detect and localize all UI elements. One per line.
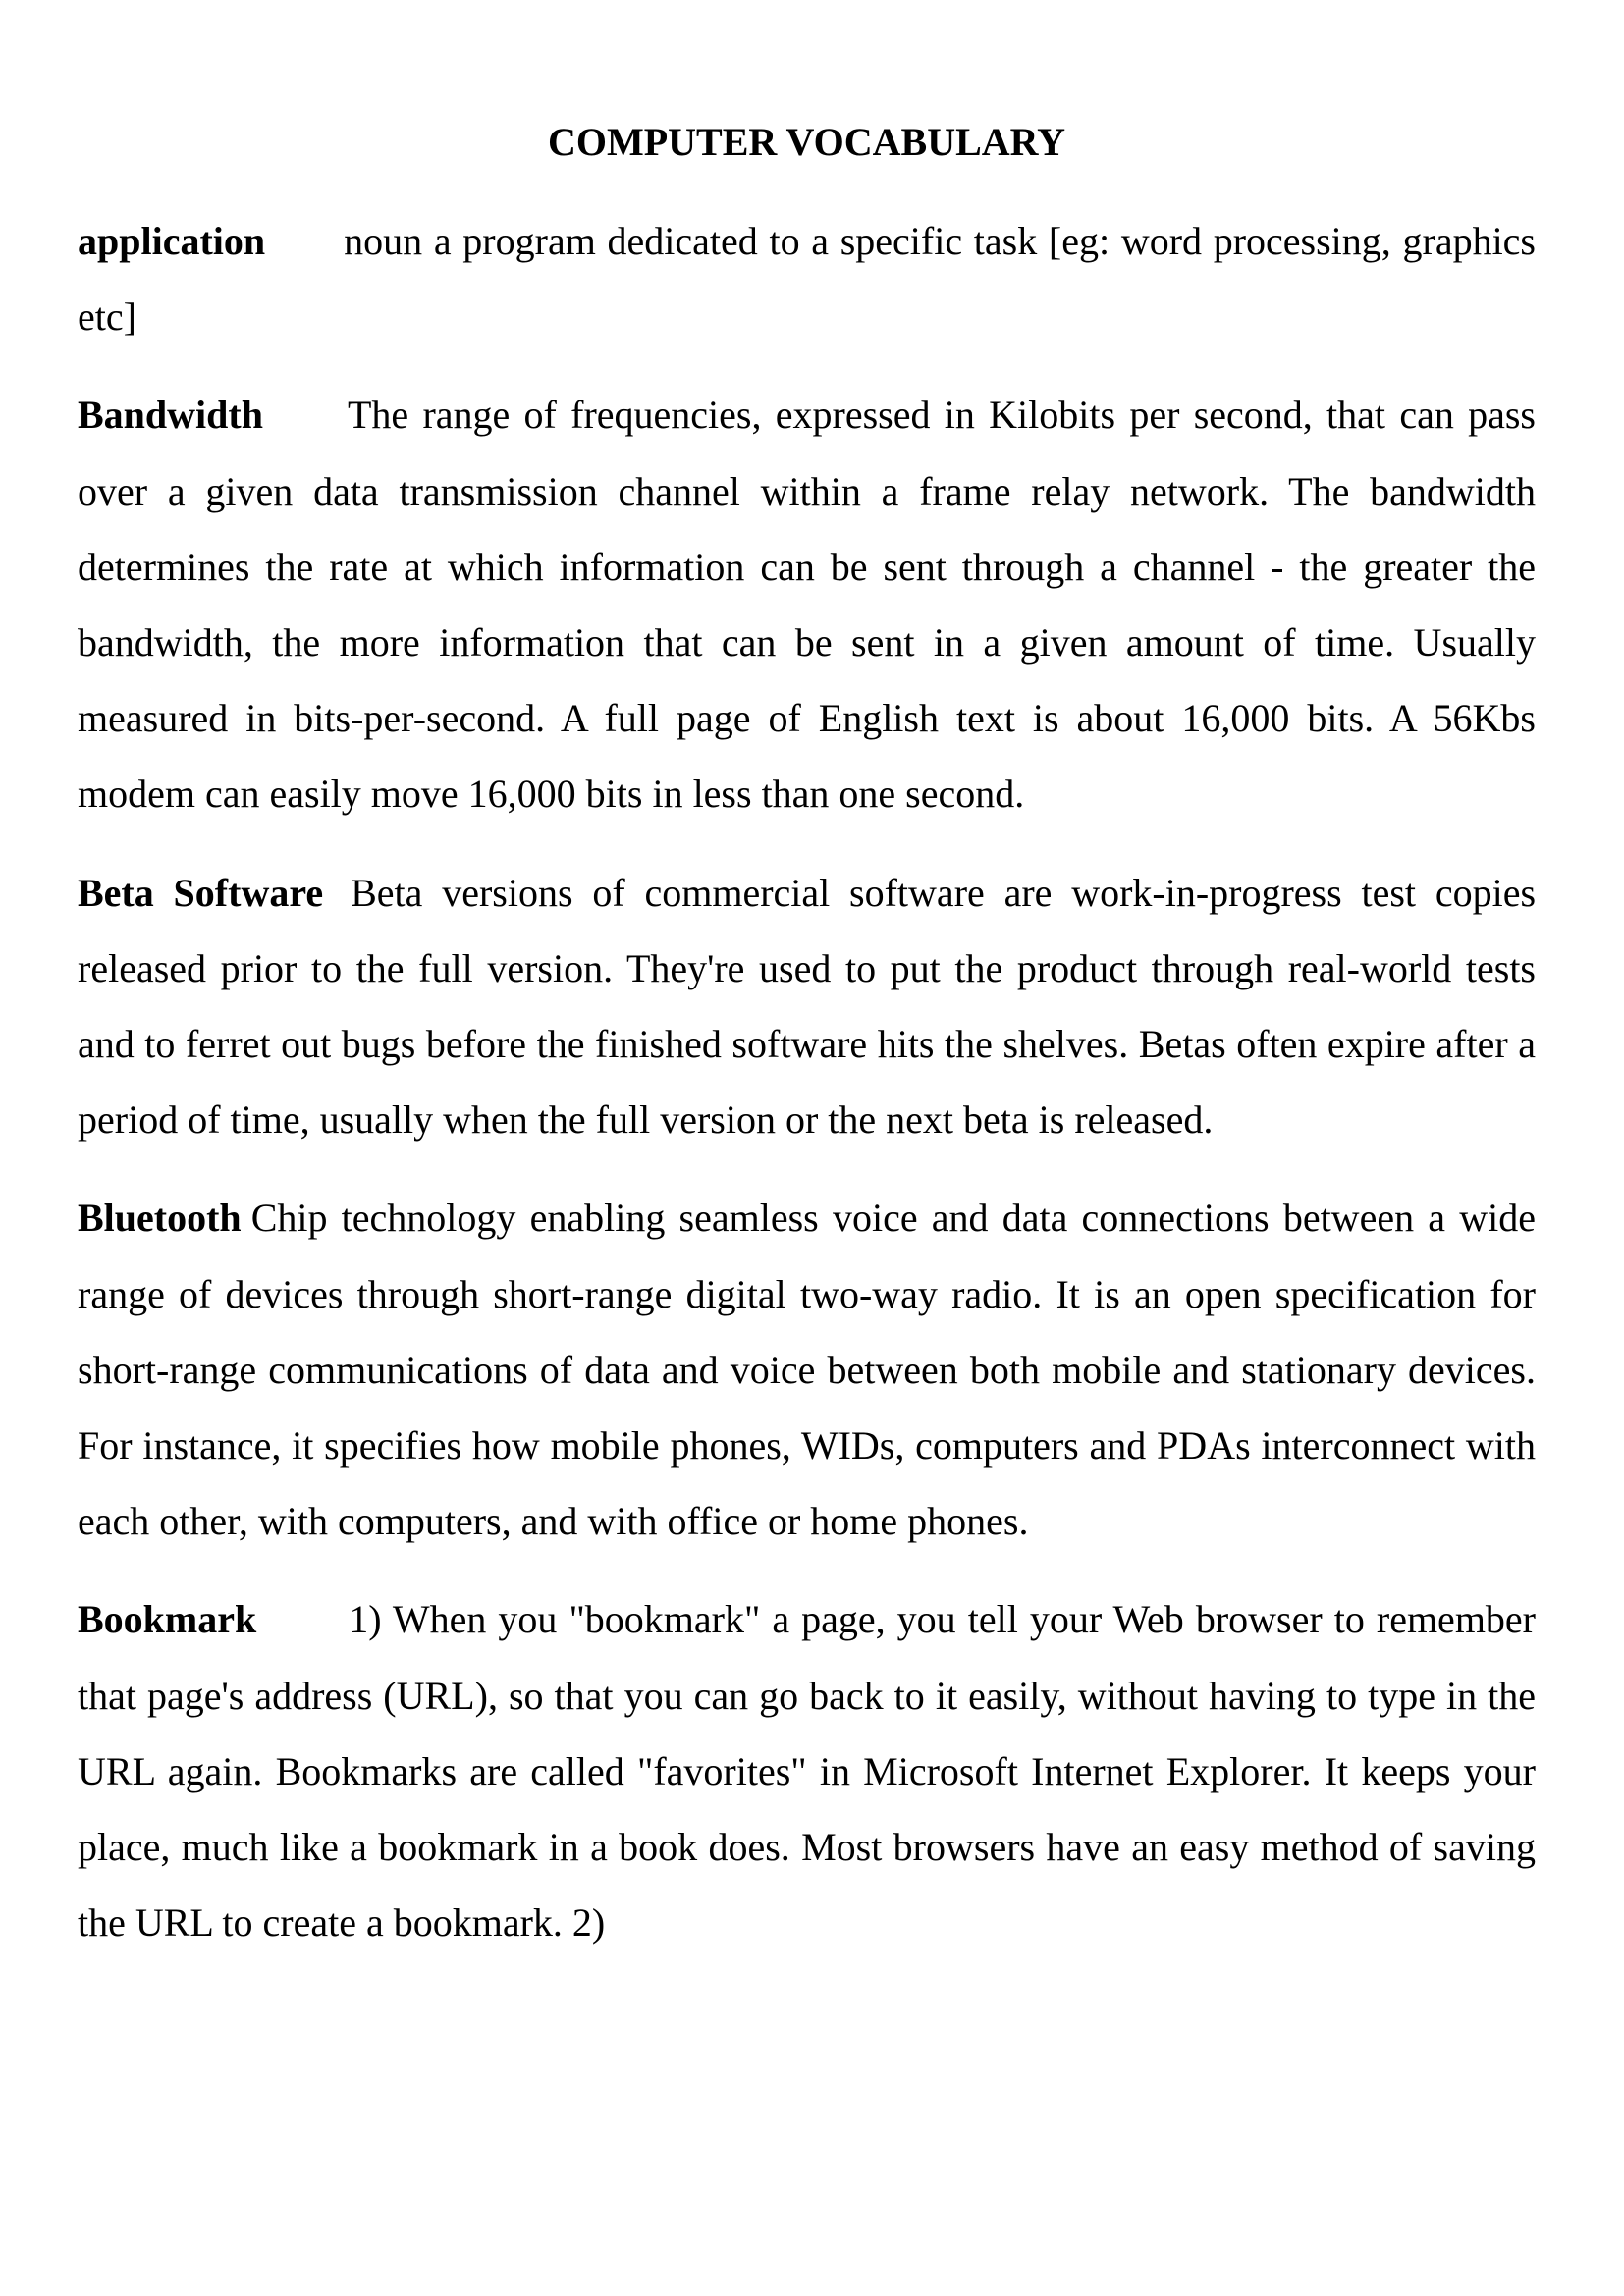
glossary-entry-beta-software xyxy=(78,855,1536,1158)
entry-definition: Beta versions of commercial software are work-in-progress test copies released prior to the full version. They're used to put the product through real-world tests and to ferret out bugs before the finished software hits the shelves. Betas often expire after a period of time, usually when the full version or the next beta is released. xyxy=(78,870,1537,1143)
glossary-entry-application xyxy=(78,203,1536,354)
entry-term: Bandwidth xyxy=(78,393,263,438)
entry-term: Beta Software xyxy=(78,870,324,915)
entry-term: application xyxy=(78,219,266,263)
document-page xyxy=(78,113,1536,1983)
entry-term: Bookmark xyxy=(78,1597,257,1642)
entry-definition: Chip technology enabling seamless voice and data connections between a wide range of devices through short-range digital two-way radio. It is an open specification for short-range communications of data and voice between both mobile and stationary devices. For instance, it specifies how mobile phones, WIDs, computers and PDAs interconnect with each other, with computers, and with office or home phones. xyxy=(78,1196,1536,1544)
glossary-entry-bandwidth xyxy=(78,377,1536,831)
document-title: COMPUTER VOCABULARY xyxy=(547,120,1066,164)
entry-definition: The range of frequencies, expressed in Kilobits per second, that can pass over a given data transmission channel within a frame relay network. The bandwidth determines the rate at which information can be sent through a channel - the greater the bandwidth, the more information that can be sent in a given amount of time. Usually measured in bits-per-second. A full page of English text is about 16,000 bits. A 56Kbs modem can easily move 16,000 bits in less than one second. xyxy=(78,393,1536,817)
entry-term: Bluetooth xyxy=(78,1196,242,1241)
entry-definition: noun a program dedicated to a specific task [eg: word processing, graphics etc] xyxy=(78,219,1536,340)
glossary-entry-bookmark xyxy=(78,1581,1536,1960)
entry-definition: 1) When you "bookmark" a page, you tell your Web browser to remember that page's address (URL), so that you can go back to it easily, without having to type in the URL again. Bookmarks are called "favorites" in Microsoft Internet Explorer. It keeps your place, much like a bookmark in a book does. Most browsers have an easy method of saving the URL to create a bookmark. 2) xyxy=(78,1597,1536,1946)
glossary-entry-bluetooth xyxy=(78,1180,1536,1559)
